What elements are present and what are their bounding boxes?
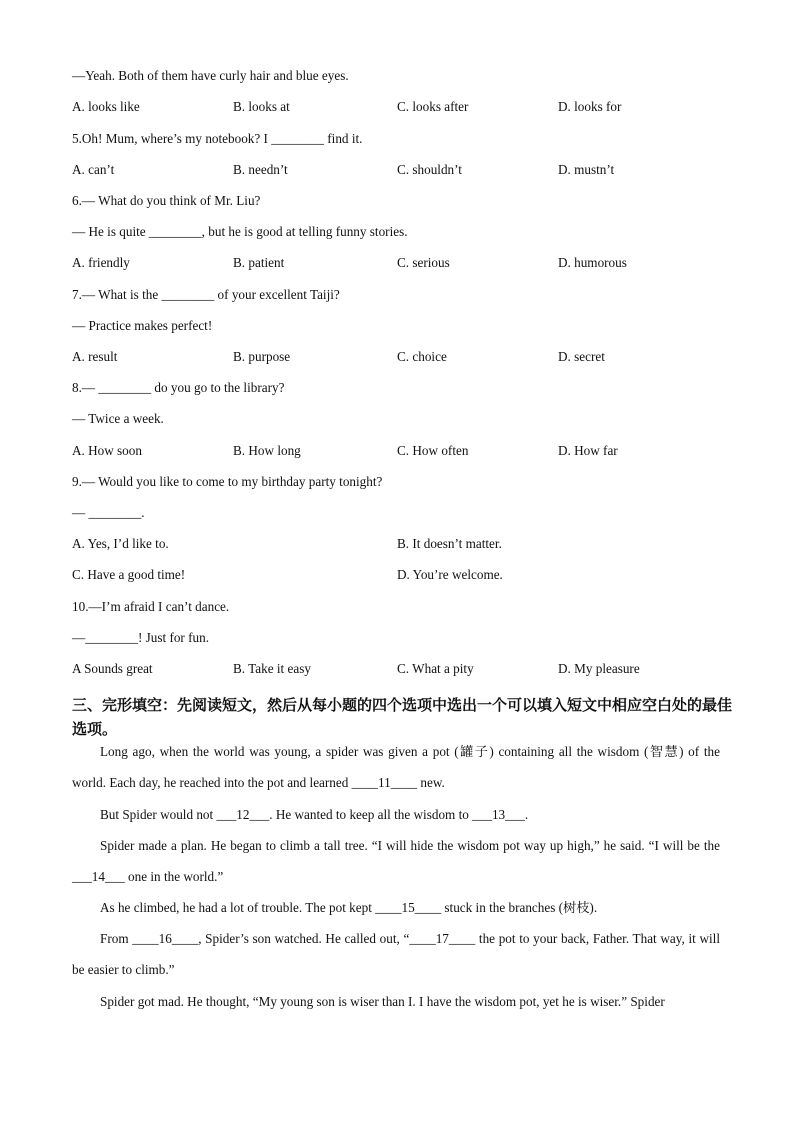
q4-option-d: D. looks for [558,99,622,114]
blank-16: ____16____ [132,931,199,946]
q5-option-c: C. shouldn’t [397,162,462,177]
passage-text: . He wanted to keep all the wisdom to [269,807,473,822]
passage-paragraph-6: Spider got mad. He thought, “My young son is wiser than I. I have the wisdom pot, yet he is wiser.” Spider [100,994,665,1009]
q5-option-a: A. can’t [72,162,115,177]
q6-stem: 6.— What do you think of Mr. Liu? [72,193,261,208]
q9-option-a: A. Yes, I’d like to. [72,536,169,551]
passage-paragraph-4 [72,892,720,923]
passage-text: Spider made a plan. He began to climb a tall tree. “I will hide the wisdom pot way up high,” he said. “I will be the [100,838,720,853]
q6-option-d: D. humorous [558,255,627,270]
passage-paragraph-2 [72,799,720,830]
q7-stem: 7.— What is the ________ of your excellent Taiji? [72,287,340,302]
q7-option-d: D. secret [558,349,605,364]
q10-option-a: A Sounds great [72,661,153,676]
q8-stem: 8.— ________ do you go to the library? [72,380,285,395]
q10-reply: —________! Just for fun. [72,630,209,645]
blank-12: ___12___ [216,807,270,822]
q4-answer-line: —Yeah. Both of them have curly hair and blue eyes. [72,68,349,83]
q5-stem: 5.Oh! Mum, where’s my notebook? I ________ find it. [72,131,363,146]
passage-text: From [100,931,133,946]
q8-option-b: B. How long [233,443,301,458]
q8-option-c: C. How often [397,443,469,458]
passage-text: one in the world.” [124,869,224,884]
q5-option-b: B. needn’t [233,162,288,177]
q10-stem: 10.—I’m afraid I can’t dance. [72,599,230,614]
passage-text: new. [417,775,445,790]
passage-text: the pot to your back, Father. That way, it will be easier to climb.” [72,931,720,977]
passage-text: Long ago, when the world was young, a spider was given a pot (罐子) containing all the wisdom (智慧) of the world. Each day, he reached into the pot and learned [72,744,720,790]
passage-text: , Spider’s son watched. He called out, “ [198,931,410,946]
q4-option-a: A. looks like [72,99,140,114]
q6-option-b: B. patient [233,255,285,270]
q9-option-c: C. Have a good time! [72,567,186,582]
q9-stem: 9.— Would you like to come to my birthday party tonight? [72,474,383,489]
q6-option-c: C. serious [397,255,450,270]
passage-paragraph-1 [72,736,720,798]
q8-option-d: D. How far [558,443,618,458]
passage-text: stuck in the branches (树枝). [441,900,598,915]
passage-text: But Spider would not [100,807,217,822]
q6-reply: — He is quite ________, but he is good at telling funny stories. [72,224,408,239]
section-3-heading: 三、完形填空：先阅读短文，然后从每小题的四个选项中选出一个可以填入短文中相应空白处的最佳选项。 [72,696,733,738]
q8-option-a: A. How soon [72,443,142,458]
blank-11: ____11____ [351,775,418,790]
blank-13: ___13___ [472,807,525,822]
q9-reply: — ________. [72,505,145,520]
q8-reply: — Twice a week. [72,411,164,426]
q4-option-c: C. looks after [397,99,469,114]
q7-option-b: B. purpose [233,349,291,364]
q7-option-a: A. result [72,349,118,364]
passage-text: As he climbed, he had a lot of trouble. The pot kept [100,900,376,915]
q9-option-b: B. It doesn’t matter. [397,536,502,551]
passage-paragraph-5 [72,923,720,985]
blank-14: ___14___ [72,869,125,884]
q10-option-d: D. My pleasure [558,661,640,676]
blank-15: ____15____ [375,900,442,915]
q10-option-c: C. What a pity [397,661,474,676]
q6-option-a: A. friendly [72,255,130,270]
passage-paragraph-3 [72,830,720,892]
passage-text: . [524,807,529,822]
q5-option-d: D. mustn’t [558,162,615,177]
q4-option-b: B. looks at [233,99,290,114]
blank-17: ____17____ [409,931,476,946]
q7-option-c: C. choice [397,349,447,364]
q9-option-d: D. You’re welcome. [397,567,503,582]
q10-option-b: B. Take it easy [233,661,311,676]
q7-reply: — Practice makes perfect! [72,318,213,333]
